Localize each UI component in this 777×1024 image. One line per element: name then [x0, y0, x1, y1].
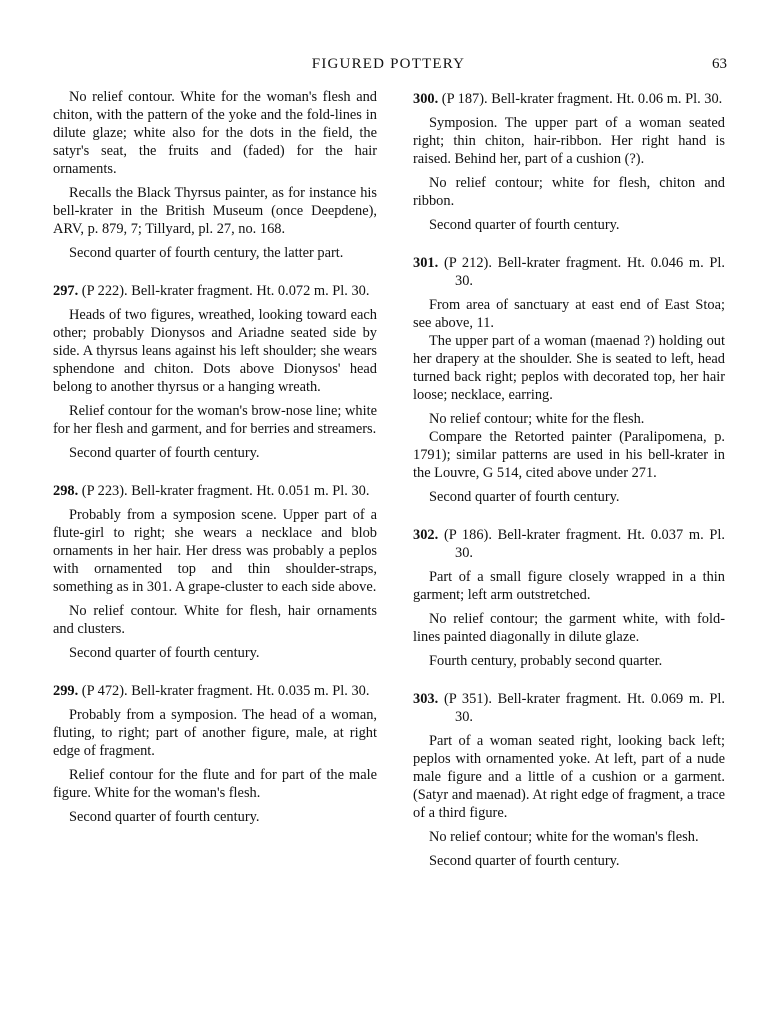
catalog-entry-297	[53, 282, 377, 462]
entry-paragraph: Relief contour for the woman's brow-nose line; white for her flesh and garment, and for berries and streamers.	[53, 403, 377, 437]
entry-dimensions: Ht. 0.072 m. Pl. 30.	[256, 283, 370, 299]
entry-paragraph: Compare the Retorted painter (Paralipomena, p. 1791); similar patterns are used in his bell-krater in the Louvre, G 514, cited above under 271.	[413, 429, 725, 481]
entry-paragraph: Second quarter of fourth century.	[429, 489, 620, 505]
entry-dimensions: Ht. 0.035 m. Pl. 30.	[256, 683, 370, 699]
entry-number: 301.	[413, 255, 439, 271]
entry-type: Bell-krater fragment.	[497, 527, 622, 543]
entry-paragraph: No relief contour; white for flesh, chiton and ribbon.	[413, 175, 725, 209]
entry-dimensions: Ht. 0.037 m. Pl. 30.	[455, 527, 725, 561]
entry-heading	[413, 690, 725, 726]
entry-catalog-number: (P 351).	[443, 691, 492, 707]
catalog-entry-301	[413, 254, 725, 506]
entry-number: 297.	[53, 283, 79, 299]
entry-paragraph: No relief contour. White for flesh, hair ornaments and clusters.	[53, 603, 377, 637]
entry-heading	[413, 526, 725, 562]
catalog-entry-303	[413, 690, 725, 870]
entry-catalog-number: (P 222).	[81, 283, 128, 299]
left-column	[53, 88, 377, 826]
entry-dimensions: Ht. 0.069 m. Pl. 30.	[455, 691, 725, 725]
entry-paragraph: Probably from a symposion scene. Upper part of a flute-girl to right; she wears a necklace and blob ornaments in her hair. Her dress was probably a peplos with ornamented top and thin shoulder-straps, something as in 301. A grape-cluster to each side above.	[53, 507, 377, 595]
entry-type: Bell-krater fragment.	[497, 691, 622, 707]
catalog-entry-299	[53, 682, 377, 826]
entry-paragraph: Second quarter of fourth century.	[429, 217, 620, 233]
entry-paragraph: Heads of two figures, wreathed, looking toward each other; probably Dionysos and Ariadne seated side by side. A thyrsus leans against his left shoulder; she wears sphendone and chiton. Dots above Dionysos' head belong to another thyrsus or a hanging wreath.	[53, 307, 377, 395]
entry-paragraph: No relief contour; the garment white, with fold-lines painted diagonally in dilute glaze.	[413, 611, 725, 645]
entry-dimensions: Ht. 0.06 m. Pl. 30.	[616, 91, 723, 107]
entry-number: 299.	[53, 683, 79, 699]
entry-catalog-number: (P 186).	[443, 527, 492, 543]
entry-paragraph: No relief contour; white for the flesh.	[429, 411, 645, 427]
entry-type: Bell-krater fragment.	[491, 91, 613, 107]
entry-number: 300.	[413, 91, 439, 107]
entry-dimensions: Ht. 0.046 m. Pl. 30.	[455, 255, 725, 289]
catalog-entry-300	[413, 90, 725, 234]
entry-paragraph: The upper part of a woman (maenad ?) holding out her drapery at the shoulder. She is seated to left, head turned back right; peplos with decorated top, her hair loose; necklace, earring.	[413, 333, 725, 403]
catalog-entry-298	[53, 482, 377, 662]
entry-dimensions: Ht. 0.051 m. Pl. 30.	[256, 483, 370, 499]
catalog-entry-302	[413, 526, 725, 670]
entry-heading	[53, 682, 377, 700]
entry-heading	[413, 90, 725, 108]
entry-paragraph: No relief contour. White for the woman's flesh and chiton, with the pattern of the yoke and the fold-lines in dilute glaze; white also for the dots in the field, the satyr's seat, the fruits and (faded) for the hair ornaments.	[53, 89, 377, 177]
entry-catalog-number: (P 472).	[81, 683, 128, 699]
entry-heading	[53, 282, 377, 300]
page-number: 63	[712, 56, 727, 72]
entry-type: Bell-krater fragment.	[131, 283, 253, 299]
entry-paragraph: No relief contour; white for the woman's flesh.	[429, 829, 699, 845]
continuation-entry	[53, 88, 377, 262]
entry-paragraph: Fourth century, probably second quarter.	[429, 653, 663, 669]
entry-paragraph: Recalls the Black Thyrsus painter, as for instance his bell-krater in the British Museum (once Deepdene), ARV, p. 879, 7; Tillyard, pl. 27, no. 168.	[53, 185, 377, 237]
entry-paragraph: Second quarter of fourth century.	[69, 809, 260, 825]
entry-paragraph: Relief contour for the flute and for part of the male figure. White for the woman's flesh.	[53, 767, 377, 801]
entry-catalog-number: (P 187).	[441, 91, 488, 107]
entry-type: Bell-krater fragment.	[497, 255, 622, 271]
entry-paragraph: Part of a woman seated right, looking back left; peplos with ornamented yoke. At left, part of a nude male figure and a little of a cushion or a garment. (Satyr and maenad). At right edge of fragment, a trace of a third figure.	[413, 733, 725, 821]
entry-paragraph: Probably from a symposion. The head of a woman, fluting, to right; part of another figure, male, at right edge of fragment.	[53, 707, 377, 759]
entry-heading	[53, 482, 377, 500]
entry-catalog-number: (P 223).	[81, 483, 128, 499]
entry-paragraph: Second quarter of fourth century.	[69, 445, 260, 461]
entry-type: Bell-krater fragment.	[131, 483, 253, 499]
running-header-title: FIGURED POTTERY	[311, 56, 466, 72]
entry-number: 302.	[413, 527, 439, 543]
entry-paragraph: Second quarter of fourth century, the latter part.	[69, 245, 344, 261]
entry-paragraph: Part of a small figure closely wrapped in a thin garment; left arm outstretched.	[413, 569, 725, 603]
right-column	[413, 90, 725, 870]
entry-catalog-number: (P 212).	[443, 255, 492, 271]
entry-paragraph: Second quarter of fourth century.	[429, 853, 620, 869]
entry-heading	[413, 254, 725, 290]
entry-paragraph: Symposion. The upper part of a woman seated right; thin chiton, hair-ribbon. Her right hand is raised. Behind her, part of a cushion (?).	[413, 115, 725, 167]
entry-number: 298.	[53, 483, 79, 499]
entry-paragraph: From area of sanctuary at east end of East Stoa; see above, 11.	[413, 297, 725, 331]
entry-paragraph: Second quarter of fourth century.	[69, 645, 260, 661]
entry-type: Bell-krater fragment.	[131, 683, 253, 699]
entry-number: 303.	[413, 691, 439, 707]
